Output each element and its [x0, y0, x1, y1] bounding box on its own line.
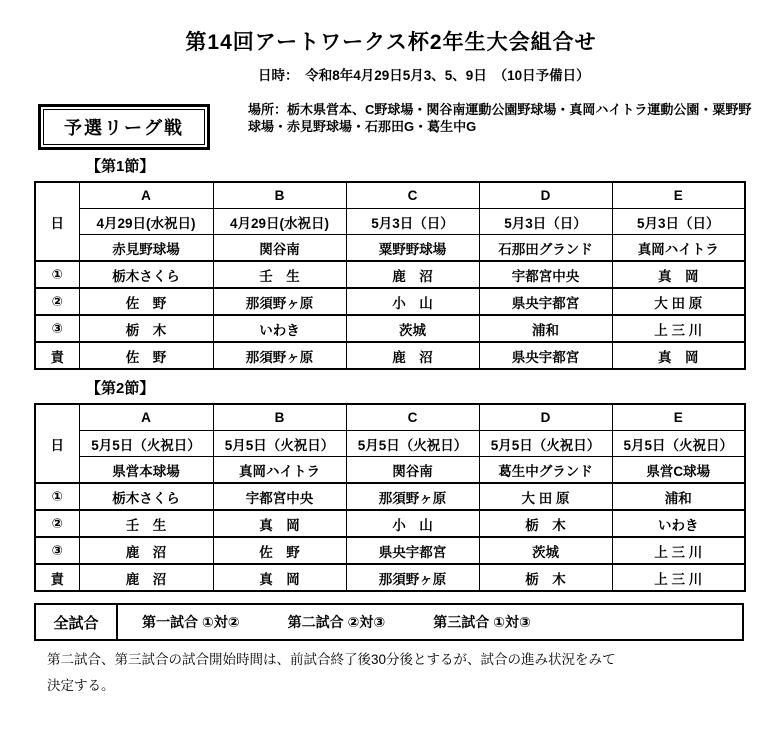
date-cell: 5月5日（火祝日） [479, 431, 612, 457]
row-label: ① [35, 261, 79, 288]
match-order-item: 第一試合 ①対② [142, 614, 240, 630]
table-row [35, 457, 745, 484]
date-cell: 5月5日（火祝日） [213, 431, 346, 457]
date-cell: 5月3日（日） [612, 209, 745, 235]
day-row-label: 日 [35, 182, 79, 261]
table-row [35, 288, 745, 315]
col-header: A [79, 404, 213, 431]
team-cell: 栃木さくら [79, 483, 213, 510]
row-label: ① [35, 483, 79, 510]
team-cell: 浦和 [479, 315, 612, 342]
team-cell: 栃木さくら [79, 261, 213, 288]
venue-cell: 粟野野球場 [346, 235, 479, 262]
row-label: 責 [35, 342, 79, 369]
league-title-box [38, 104, 210, 150]
team-cell: 県央宇都宮 [479, 342, 612, 369]
team-cell: 鹿 沼 [346, 342, 479, 369]
team-cell: 大 田 原 [479, 483, 612, 510]
table-row [35, 537, 745, 564]
team-cell: 上 三 川 [612, 564, 745, 591]
team-cell: 宇都宮中央 [213, 483, 346, 510]
date-cell: 5月3日（日） [346, 209, 479, 235]
row-label: ② [35, 288, 79, 315]
row-label: ② [35, 510, 79, 537]
team-cell: 那須野ヶ原 [346, 483, 479, 510]
location-line: 場所：栃木県営本、C野球場・関谷南運動公園野球場・真岡ハイトラ運動公園・粟野野球場・赤見野球場・石那田G・葛生中G [248, 102, 752, 134]
team-cell: 小 山 [346, 288, 479, 315]
team-cell: 茨城 [346, 315, 479, 342]
team-cell: 真 岡 [612, 261, 745, 288]
table-row [35, 182, 745, 209]
date-cell: 4月29日(水祝日) [79, 209, 213, 235]
team-cell: 那須野ヶ原 [213, 288, 346, 315]
venue-cell: 真岡ハイトラ [213, 457, 346, 484]
table-row [35, 342, 745, 369]
table-row [35, 483, 745, 510]
venue-cell: 県営本球場 [79, 457, 213, 484]
team-cell: 県央宇都宮 [346, 537, 479, 564]
all-matches-box [34, 603, 744, 641]
col-header: E [612, 404, 745, 431]
date-cell: 5月3日（日） [479, 209, 612, 235]
table-row [35, 564, 745, 591]
col-header: D [479, 404, 612, 431]
venue-cell: 石那田グランド [479, 235, 612, 262]
note-line-2: 決定する。 [47, 678, 115, 693]
team-cell: 茨城 [479, 537, 612, 564]
schedule-table-round2 [34, 403, 746, 592]
league-title-label: 予選リーグ戦 [43, 109, 205, 145]
venue-cell: 県営C球場 [612, 457, 745, 484]
venue-cell: 関谷南 [213, 235, 346, 262]
team-cell: 宇都宮中央 [479, 261, 612, 288]
table-row [35, 261, 745, 288]
table-row [35, 209, 745, 235]
schedule-table-round1 [34, 181, 746, 370]
col-header: B [213, 182, 346, 209]
venue-cell: 真岡ハイトラ [612, 235, 745, 262]
col-header: B [213, 404, 346, 431]
team-cell: 鹿 沼 [79, 564, 213, 591]
venue-cell: 葛生中グランド [479, 457, 612, 484]
team-cell: 浦和 [612, 483, 745, 510]
table-row [35, 510, 745, 537]
date-cell: 5月5日（火祝日） [79, 431, 213, 457]
row-label: 責 [35, 564, 79, 591]
col-header: C [346, 182, 479, 209]
section-2-label: 【第2節】 [86, 380, 155, 397]
table-row [35, 431, 745, 457]
team-cell: 上 三 川 [612, 537, 745, 564]
team-cell: 真 岡 [612, 342, 745, 369]
date-cell: 4月29日(水祝日) [213, 209, 346, 235]
date-cell: 5月5日（火祝日） [612, 431, 745, 457]
team-cell: 鹿 沼 [79, 537, 213, 564]
team-cell: 那須野ヶ原 [213, 342, 346, 369]
match-order-item: 第三試合 ①対③ [433, 614, 531, 630]
page-title: 第14回アートワークス杯2年生大会組合せ [185, 31, 597, 54]
table-row [35, 235, 745, 262]
team-cell: 佐 野 [79, 288, 213, 315]
team-cell: 壬 生 [79, 510, 213, 537]
team-cell: 真 岡 [213, 510, 346, 537]
match-order-list [118, 605, 742, 639]
col-header: E [612, 182, 745, 209]
date-cell: 5月5日（火祝日） [346, 431, 479, 457]
team-cell: 栃 木 [79, 315, 213, 342]
team-cell: 佐 野 [213, 537, 346, 564]
row-label: ③ [35, 315, 79, 342]
all-matches-label: 全試合 [36, 605, 118, 639]
team-cell: 小 山 [346, 510, 479, 537]
team-cell: 栃 木 [479, 564, 612, 591]
team-cell: 真 岡 [213, 564, 346, 591]
team-cell: 上 三 川 [612, 315, 745, 342]
team-cell: いわき [213, 315, 346, 342]
team-cell: 那須野ヶ原 [346, 564, 479, 591]
day-row-label: 日 [35, 404, 79, 483]
col-header: D [479, 182, 612, 209]
venue-cell: 関谷南 [346, 457, 479, 484]
row-label: ③ [35, 537, 79, 564]
team-cell: 鹿 沼 [346, 261, 479, 288]
team-cell: 大 田 原 [612, 288, 745, 315]
team-cell: 県央宇都宮 [479, 288, 612, 315]
venue-cell: 赤見野球場 [79, 235, 213, 262]
match-order-item: 第二試合 ②対③ [287, 614, 386, 630]
table-row [35, 404, 745, 431]
col-header: C [346, 404, 479, 431]
table-row [35, 315, 745, 342]
section-1-label: 【第1節】 [86, 158, 155, 175]
datetime-line: 日時： 令和8年4月29日5月3、5、9日 （10日予備日） [258, 68, 590, 83]
col-header: A [79, 182, 213, 209]
team-cell: 壬 生 [213, 261, 346, 288]
team-cell: 栃 木 [479, 510, 612, 537]
team-cell: いわき [612, 510, 745, 537]
note-line-1: 第二試合、第三試合の試合開始時間は、前試合終了後30分後とするが、試合の進み状況をみて [47, 652, 616, 667]
team-cell: 佐 野 [79, 342, 213, 369]
